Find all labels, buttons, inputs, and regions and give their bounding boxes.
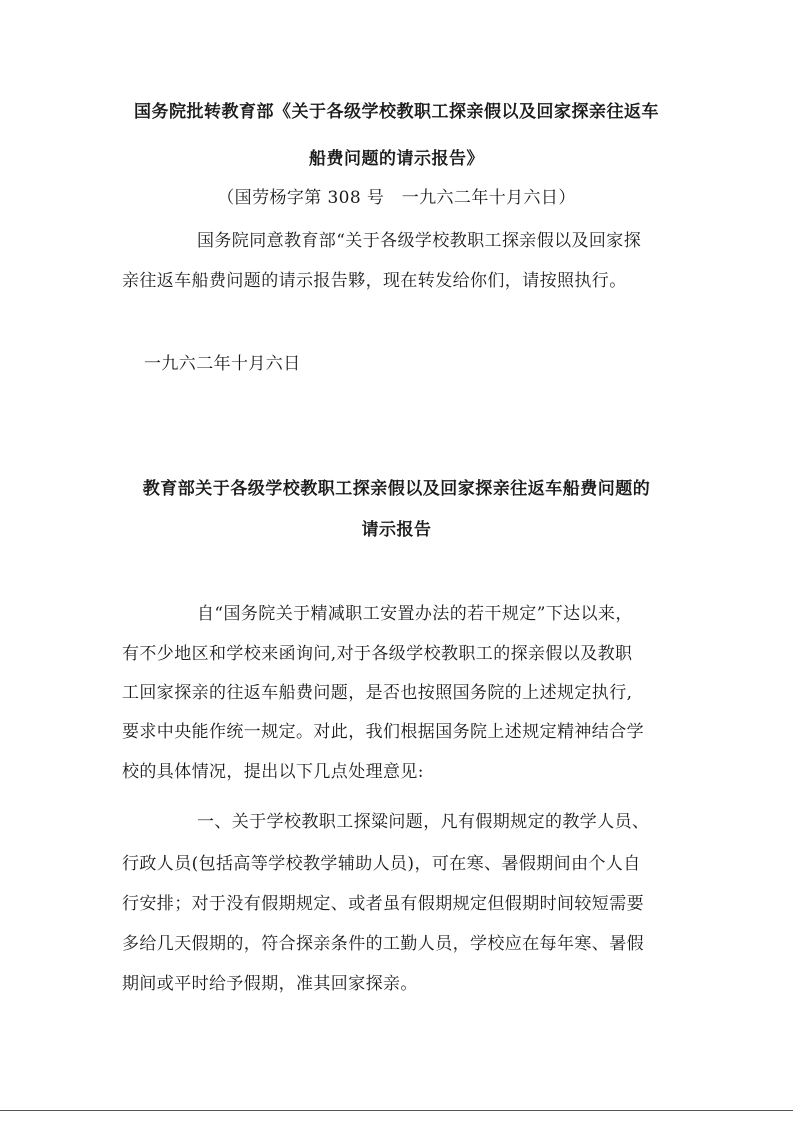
report-paragraph-2-line: 期间或平时给予假期，准其回家探亲。 bbox=[122, 974, 418, 994]
report-paragraph-1-line: 校的具体情况，提出以下几点处理意见: bbox=[122, 762, 424, 782]
report-title-line-1: 教育部关于各级学校教职工探亲假以及回家探亲往返车船费问题的 bbox=[142, 479, 651, 499]
report-paragraph-1-line: 工回家探亲的往返车船费问题，是否也按照国务院的上述规定执行, bbox=[122, 683, 633, 703]
report-paragraph-1-line: 自“国务院关于精减职工安置办法的若干规定”下达以来， bbox=[197, 604, 633, 624]
directive-body-line-2: 亲往返车船费问题的请示报告夥，现在转发给你们，请按照执行。 bbox=[122, 271, 627, 291]
report-paragraph-2-line: 一、关于学校教职工探粱问题，凡有假期规定的教学人员、 bbox=[197, 812, 650, 832]
report-paragraph-1-line: 要求中央能作统一规定。对此，我们根据国务院上述规定精神结合学 bbox=[122, 722, 644, 742]
report-paragraph-2-line: 行政人员(包括高等学校教学辅助人员)，可在寒、暑假期间由个人自 bbox=[122, 854, 641, 874]
report-paragraph-2-line: 行安排；对于没有假期规定、或者虽有假期规定但假期时间较短需要 bbox=[122, 894, 644, 914]
directive-title-line-2: 船费问题的请示报告》 bbox=[309, 149, 484, 169]
document-reference: （国劳杨字第 308 号 一九六二年十月六日） bbox=[217, 188, 576, 208]
directive-body-line-1: 国务院同意教育部“关于各级学校教职工探亲假以及回家探 bbox=[197, 231, 642, 251]
report-paragraph-2-line: 多给几天假期的，符合探亲条件的工勤人员，学校应在每年寒、暑假 bbox=[122, 934, 644, 954]
directive-title-line-1: 国务院批转教育部《关于各级学校教职工探亲假以及回家探亲往返车 bbox=[134, 102, 659, 122]
page-bottom-rule bbox=[0, 1110, 793, 1111]
report-title-line-2: 请示报告 bbox=[361, 520, 432, 540]
directive-date: 一九六二年十月六日 bbox=[144, 354, 301, 374]
report-paragraph-1-line: 有不少地区和学校来函询问,对于各级学校教职工的探亲假以及教职 bbox=[122, 644, 633, 664]
